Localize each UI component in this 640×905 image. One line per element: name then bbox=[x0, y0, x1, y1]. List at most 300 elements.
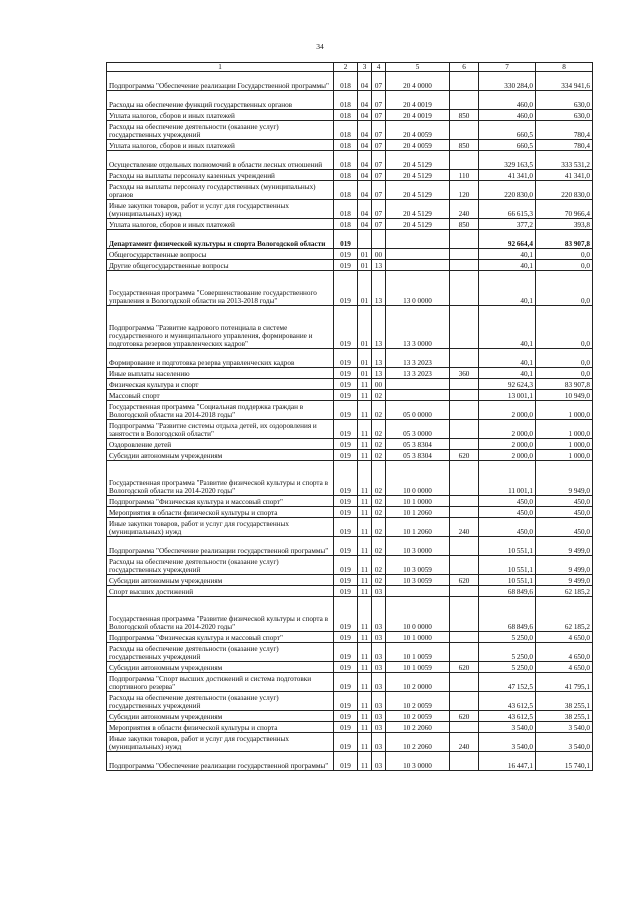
row-csr: 10 1 2060 bbox=[386, 507, 450, 518]
row-pr: 07 bbox=[372, 91, 386, 110]
row-ved: 018 bbox=[334, 91, 358, 110]
row-pr: 13 bbox=[372, 349, 386, 368]
table-row bbox=[107, 306, 593, 349]
row-ved: 019 bbox=[334, 643, 358, 662]
row-vr: 240 bbox=[450, 518, 479, 537]
row-rz: 11 bbox=[358, 401, 372, 420]
row-vr bbox=[450, 420, 479, 439]
row-rz: 04 bbox=[358, 219, 372, 230]
table-row bbox=[107, 518, 593, 537]
row-pr: 03 bbox=[372, 692, 386, 711]
row-pr: 07 bbox=[372, 219, 386, 230]
row-rz: 01 bbox=[358, 249, 372, 260]
row-ved: 019 bbox=[334, 662, 358, 673]
row-vr bbox=[450, 643, 479, 662]
row-name: Подпрограмма "Развитие кадрового потенциала в системе государственного и муниципального управления, формирование и подготовка резервов управленческих кадров" bbox=[107, 306, 334, 349]
row-ved: 019 bbox=[334, 711, 358, 722]
row-year2: 333 531,2 bbox=[536, 151, 593, 170]
row-csr: 10 2 0000 bbox=[386, 673, 450, 692]
row-vr: 850 bbox=[450, 110, 479, 121]
row-vr: 120 bbox=[450, 181, 479, 200]
row-year1: 377,2 bbox=[479, 219, 536, 230]
row-csr: 20 4 0019 bbox=[386, 110, 450, 121]
row-year1: 13 001,1 bbox=[479, 390, 536, 401]
row-csr: 13 3 2023 bbox=[386, 349, 450, 368]
row-csr: 10 2 0059 bbox=[386, 692, 450, 711]
row-name: Государственная программа "Развитие физической культуры и спорта в Вологодской области на 2014-2020 годы" bbox=[107, 461, 334, 496]
col-header-vr: 6 bbox=[450, 63, 479, 72]
row-vr: 240 bbox=[450, 200, 479, 219]
row-name: Осуществление отдельных полномочий в области лесных отношений bbox=[107, 151, 334, 170]
table-row bbox=[107, 537, 593, 556]
row-year1: 330 284,0 bbox=[479, 72, 536, 91]
col-header-rz: 3 bbox=[358, 63, 372, 72]
row-year1: 460,0 bbox=[479, 91, 536, 110]
table-row bbox=[107, 556, 593, 575]
row-vr bbox=[450, 586, 479, 597]
row-csr bbox=[386, 230, 450, 249]
row-csr bbox=[386, 390, 450, 401]
row-ved: 019 bbox=[334, 496, 358, 507]
row-year2: 41 795,1 bbox=[536, 673, 593, 692]
row-vr bbox=[450, 249, 479, 260]
row-ved: 019 bbox=[334, 586, 358, 597]
row-year2: 780,4 bbox=[536, 140, 593, 151]
row-rz: 04 bbox=[358, 151, 372, 170]
table-row bbox=[107, 121, 593, 140]
row-name: Подпрограмма "Обеспечение реализации Государственной программы" bbox=[107, 72, 334, 91]
row-year1: 2 000,0 bbox=[479, 420, 536, 439]
row-year2: 10 949,0 bbox=[536, 390, 593, 401]
row-vr bbox=[450, 692, 479, 711]
row-year1: 2 000,0 bbox=[479, 401, 536, 420]
row-pr: 13 bbox=[372, 260, 386, 271]
row-rz: 11 bbox=[358, 673, 372, 692]
row-year2: 0,0 bbox=[536, 249, 593, 260]
row-year1: 10 551,1 bbox=[479, 575, 536, 586]
row-year1: 40,1 bbox=[479, 249, 536, 260]
row-pr: 07 bbox=[372, 200, 386, 219]
row-vr bbox=[450, 461, 479, 496]
row-csr: 10 3 0000 bbox=[386, 752, 450, 771]
row-csr: 10 1 0059 bbox=[386, 662, 450, 673]
row-year1: 450,0 bbox=[479, 518, 536, 537]
row-pr: 13 bbox=[372, 271, 386, 306]
row-rz: 11 bbox=[358, 556, 372, 575]
row-name: Подпрограмма "Спорт высших достижений и система подготовки спортивного резерва" bbox=[107, 673, 334, 692]
row-year1: 329 163,5 bbox=[479, 151, 536, 170]
table-row bbox=[107, 200, 593, 219]
row-name: Общегосударственные вопросы bbox=[107, 249, 334, 260]
page-number: 34 bbox=[316, 42, 324, 51]
row-csr: 20 4 0019 bbox=[386, 91, 450, 110]
row-csr: 13 3 2023 bbox=[386, 368, 450, 379]
row-ved: 019 bbox=[334, 692, 358, 711]
row-rz: 11 bbox=[358, 518, 372, 537]
row-year2: 41 341,0 bbox=[536, 170, 593, 181]
row-year1: 2 000,0 bbox=[479, 450, 536, 461]
row-pr: 00 bbox=[372, 379, 386, 390]
row-year2: 334 941,6 bbox=[536, 72, 593, 91]
row-vr bbox=[450, 91, 479, 110]
row-vr bbox=[450, 496, 479, 507]
row-rz: 11 bbox=[358, 439, 372, 450]
row-year2: 450,0 bbox=[536, 496, 593, 507]
row-year2: 1 000,0 bbox=[536, 420, 593, 439]
row-csr: 10 1 0000 bbox=[386, 632, 450, 643]
row-rz: 11 bbox=[358, 379, 372, 390]
row-name: Другие общегосударственные вопросы bbox=[107, 260, 334, 271]
row-name: Государственная программа "Социальная поддержка граждан в Вологодской области на 2014-2018 годы" bbox=[107, 401, 334, 420]
row-year2: 0,0 bbox=[536, 368, 593, 379]
row-year1: 40,1 bbox=[479, 349, 536, 368]
row-name: Формирование и подготовка резерва управленческих кадров bbox=[107, 349, 334, 368]
row-name: Уплата налогов, сборов и иных платежей bbox=[107, 140, 334, 151]
row-rz: 11 bbox=[358, 597, 372, 632]
row-year2: 9 499,0 bbox=[536, 537, 593, 556]
row-name: Мероприятия в области физической культуры и спорта bbox=[107, 507, 334, 518]
table-row bbox=[107, 219, 593, 230]
row-csr: 20 4 0059 bbox=[386, 140, 450, 151]
row-name: Спорт высших достижений bbox=[107, 586, 334, 597]
table-row bbox=[107, 586, 593, 597]
table-row bbox=[107, 662, 593, 673]
row-rz: 11 bbox=[358, 722, 372, 733]
row-ved: 019 bbox=[334, 556, 358, 575]
row-vr: 620 bbox=[450, 450, 479, 461]
row-pr: 07 bbox=[372, 170, 386, 181]
table-row bbox=[107, 575, 593, 586]
row-year1: 43 612,5 bbox=[479, 692, 536, 711]
row-ved: 018 bbox=[334, 72, 358, 91]
row-ved: 019 bbox=[334, 249, 358, 260]
row-csr: 05 3 0000 bbox=[386, 420, 450, 439]
table-row bbox=[107, 349, 593, 368]
row-rz: 04 bbox=[358, 140, 372, 151]
row-name: Оздоровление детей bbox=[107, 439, 334, 450]
row-year2: 780,4 bbox=[536, 121, 593, 140]
row-rz: 11 bbox=[358, 643, 372, 662]
row-rz: 11 bbox=[358, 662, 372, 673]
row-name: Расходы на обеспечение деятельности (оказание услуг) государственных учреждений bbox=[107, 643, 334, 662]
row-pr: 02 bbox=[372, 401, 386, 420]
row-csr: 20 4 5129 bbox=[386, 170, 450, 181]
row-year2: 1 000,0 bbox=[536, 450, 593, 461]
row-ved: 019 bbox=[334, 632, 358, 643]
row-year1: 66 615,3 bbox=[479, 200, 536, 219]
row-year2: 38 255,1 bbox=[536, 711, 593, 722]
row-name: Расходы на обеспечение деятельности (оказание услуг) государственных учреждений bbox=[107, 121, 334, 140]
row-vr: 620 bbox=[450, 575, 479, 586]
row-name: Подпрограмма "Обеспечение реализации государственной программы" bbox=[107, 752, 334, 771]
row-year1: 68 849,6 bbox=[479, 586, 536, 597]
table-row bbox=[107, 401, 593, 420]
row-rz: 11 bbox=[358, 575, 372, 586]
row-csr: 20 4 0059 bbox=[386, 121, 450, 140]
row-pr: 03 bbox=[372, 752, 386, 771]
row-vr bbox=[450, 401, 479, 420]
row-pr: 02 bbox=[372, 439, 386, 450]
row-ved: 018 bbox=[334, 121, 358, 140]
row-year2: 1 000,0 bbox=[536, 439, 593, 450]
row-ved: 019 bbox=[334, 722, 358, 733]
row-ved: 019 bbox=[334, 439, 358, 450]
row-year2: 0,0 bbox=[536, 260, 593, 271]
row-ved: 018 bbox=[334, 151, 358, 170]
row-pr: 07 bbox=[372, 110, 386, 121]
row-csr: 13 0 0000 bbox=[386, 271, 450, 306]
row-ved: 019 bbox=[334, 673, 358, 692]
row-pr: 13 bbox=[372, 368, 386, 379]
row-ved: 019 bbox=[334, 461, 358, 496]
row-csr: 05 3 8304 bbox=[386, 439, 450, 450]
row-year1: 2 000,0 bbox=[479, 439, 536, 450]
row-csr: 05 0 0000 bbox=[386, 401, 450, 420]
row-name: Подпрограмма "Обеспечение реализации государственной программы" bbox=[107, 537, 334, 556]
row-ved: 018 bbox=[334, 219, 358, 230]
row-rz: 04 bbox=[358, 200, 372, 219]
row-pr: 02 bbox=[372, 461, 386, 496]
col-header-pr: 4 bbox=[372, 63, 386, 72]
row-year2: 0,0 bbox=[536, 349, 593, 368]
row-year2: 62 185,2 bbox=[536, 597, 593, 632]
table-body bbox=[107, 72, 593, 771]
row-year1: 92 664,4 bbox=[479, 230, 536, 249]
table-row bbox=[107, 181, 593, 200]
row-vr: 850 bbox=[450, 219, 479, 230]
row-name: Государственная программа "Развитие физической культуры и спорта в Вологодской области на 2014-2020 годы" bbox=[107, 597, 334, 632]
row-year1: 43 612,5 bbox=[479, 711, 536, 722]
row-rz: 04 bbox=[358, 110, 372, 121]
table-row bbox=[107, 673, 593, 692]
row-year2: 83 907,8 bbox=[536, 230, 593, 249]
table-row bbox=[107, 249, 593, 260]
row-year2: 4 650,0 bbox=[536, 662, 593, 673]
row-rz: 04 bbox=[358, 181, 372, 200]
row-csr: 10 2 2060 bbox=[386, 733, 450, 752]
row-name: Расходы на обеспечение функций государственных органов bbox=[107, 91, 334, 110]
row-rz: 11 bbox=[358, 461, 372, 496]
row-pr: 02 bbox=[372, 575, 386, 586]
col-header-year1: 7 bbox=[479, 63, 536, 72]
row-ved: 018 bbox=[334, 181, 358, 200]
row-csr: 20 4 0000 bbox=[386, 72, 450, 91]
row-ved: 019 bbox=[334, 537, 358, 556]
table-row bbox=[107, 752, 593, 771]
row-rz: 11 bbox=[358, 450, 372, 461]
row-year1: 5 250,0 bbox=[479, 632, 536, 643]
table-row bbox=[107, 733, 593, 752]
row-year1: 450,0 bbox=[479, 507, 536, 518]
row-rz bbox=[358, 230, 372, 249]
table-row bbox=[107, 692, 593, 711]
table-row bbox=[107, 140, 593, 151]
row-name: Субсидии автономным учреждениям bbox=[107, 711, 334, 722]
row-rz: 11 bbox=[358, 537, 372, 556]
row-pr: 02 bbox=[372, 420, 386, 439]
col-header-csr: 5 bbox=[386, 63, 450, 72]
row-csr: 20 4 5129 bbox=[386, 219, 450, 230]
row-rz: 11 bbox=[358, 496, 372, 507]
row-pr: 13 bbox=[372, 306, 386, 349]
row-name: Массовый спорт bbox=[107, 390, 334, 401]
row-ved: 019 bbox=[334, 507, 358, 518]
row-name: Подпрограмма "Физическая культура и массовый спорт" bbox=[107, 496, 334, 507]
row-year1: 10 551,1 bbox=[479, 537, 536, 556]
table-row bbox=[107, 496, 593, 507]
table-row bbox=[107, 110, 593, 121]
row-year1: 47 152,5 bbox=[479, 673, 536, 692]
row-pr: 03 bbox=[372, 643, 386, 662]
row-name: Уплата налогов, сборов и иных платежей bbox=[107, 219, 334, 230]
row-pr: 02 bbox=[372, 450, 386, 461]
table-row bbox=[107, 151, 593, 170]
row-name: Иные закупки товаров, работ и услуг для государственных (муниципальных) нужд bbox=[107, 200, 334, 219]
row-pr: 07 bbox=[372, 140, 386, 151]
row-year1: 3 540,0 bbox=[479, 733, 536, 752]
row-vr bbox=[450, 537, 479, 556]
row-name: Подпрограмма "Развитие системы отдыха детей, их оздоровления и занятости в Вологодской области" bbox=[107, 420, 334, 439]
row-pr: 00 bbox=[372, 249, 386, 260]
row-rz: 11 bbox=[358, 507, 372, 518]
row-ved: 019 bbox=[334, 390, 358, 401]
table-row bbox=[107, 91, 593, 110]
row-year1: 660,5 bbox=[479, 121, 536, 140]
row-rz: 01 bbox=[358, 260, 372, 271]
row-name: Расходы на выплаты персоналу государственных (муниципальных) органов bbox=[107, 181, 334, 200]
row-year2: 630,0 bbox=[536, 110, 593, 121]
row-name: Расходы на обеспечение деятельности (оказание услуг) государственных учреждений bbox=[107, 692, 334, 711]
row-year2: 4 650,0 bbox=[536, 643, 593, 662]
row-name: Расходы на выплаты персоналу казенных учреждений bbox=[107, 170, 334, 181]
row-rz: 04 bbox=[358, 91, 372, 110]
row-ved: 019 bbox=[334, 733, 358, 752]
row-pr: 03 bbox=[372, 662, 386, 673]
row-year2: 9 499,0 bbox=[536, 575, 593, 586]
row-rz: 11 bbox=[358, 733, 372, 752]
row-vr bbox=[450, 151, 479, 170]
row-pr: 02 bbox=[372, 496, 386, 507]
row-ved: 019 bbox=[334, 368, 358, 379]
table-row bbox=[107, 260, 593, 271]
row-year2: 630,0 bbox=[536, 91, 593, 110]
table-row bbox=[107, 597, 593, 632]
row-vr bbox=[450, 439, 479, 450]
row-pr: 03 bbox=[372, 586, 386, 597]
row-rz: 11 bbox=[358, 420, 372, 439]
row-pr: 07 bbox=[372, 72, 386, 91]
table-row bbox=[107, 170, 593, 181]
row-ved: 018 bbox=[334, 200, 358, 219]
budget-table bbox=[106, 62, 593, 771]
row-year1: 5 250,0 bbox=[479, 643, 536, 662]
row-name: Субсидии автономным учреждениям bbox=[107, 450, 334, 461]
row-name: Иные выплаты населению bbox=[107, 368, 334, 379]
table-row bbox=[107, 230, 593, 249]
row-year2: 3 540,0 bbox=[536, 722, 593, 733]
row-year2: 0,0 bbox=[536, 271, 593, 306]
row-ved: 019 bbox=[334, 450, 358, 461]
row-name: Уплата налогов, сборов и иных платежей bbox=[107, 110, 334, 121]
header-row bbox=[107, 63, 593, 72]
row-csr: 10 1 2060 bbox=[386, 518, 450, 537]
row-ved: 019 bbox=[334, 230, 358, 249]
row-year2: 1 000,0 bbox=[536, 401, 593, 420]
row-rz: 01 bbox=[358, 349, 372, 368]
row-year1: 40,1 bbox=[479, 306, 536, 349]
row-vr bbox=[450, 379, 479, 390]
row-csr bbox=[386, 379, 450, 390]
col-header-name: 1 bbox=[107, 63, 334, 72]
row-year2: 15 740,1 bbox=[536, 752, 593, 771]
row-ved: 019 bbox=[334, 349, 358, 368]
row-rz: 11 bbox=[358, 390, 372, 401]
row-ved: 019 bbox=[334, 752, 358, 771]
row-name: Иные закупки товаров, работ и услуг для государственных (муниципальных) нужд bbox=[107, 518, 334, 537]
row-vr bbox=[450, 72, 479, 91]
row-ved: 019 bbox=[334, 401, 358, 420]
table-row bbox=[107, 420, 593, 439]
row-ved: 019 bbox=[334, 271, 358, 306]
table-row bbox=[107, 711, 593, 722]
row-csr bbox=[386, 586, 450, 597]
row-year1: 460,0 bbox=[479, 110, 536, 121]
row-year2: 70 966,4 bbox=[536, 200, 593, 219]
row-csr: 10 1 0000 bbox=[386, 496, 450, 507]
row-ved: 019 bbox=[334, 420, 358, 439]
row-rz: 04 bbox=[358, 121, 372, 140]
table-row bbox=[107, 379, 593, 390]
row-vr: 110 bbox=[450, 170, 479, 181]
row-vr bbox=[450, 556, 479, 575]
row-csr: 10 2 0059 bbox=[386, 711, 450, 722]
row-pr bbox=[372, 230, 386, 249]
row-csr: 10 0 0000 bbox=[386, 597, 450, 632]
row-pr: 02 bbox=[372, 390, 386, 401]
row-year1: 40,1 bbox=[479, 271, 536, 306]
row-ved: 019 bbox=[334, 518, 358, 537]
row-rz: 11 bbox=[358, 632, 372, 643]
row-year1: 10 551,1 bbox=[479, 556, 536, 575]
row-year2: 220 830,0 bbox=[536, 181, 593, 200]
table-row bbox=[107, 439, 593, 450]
row-csr: 10 0 0000 bbox=[386, 461, 450, 496]
row-pr: 02 bbox=[372, 507, 386, 518]
row-csr bbox=[386, 249, 450, 260]
row-csr: 10 3 0059 bbox=[386, 556, 450, 575]
row-csr bbox=[386, 260, 450, 271]
row-ved: 019 bbox=[334, 379, 358, 390]
row-vr bbox=[450, 597, 479, 632]
table-row bbox=[107, 450, 593, 461]
row-rz: 11 bbox=[358, 711, 372, 722]
row-rz: 11 bbox=[358, 752, 372, 771]
table-row bbox=[107, 461, 593, 496]
row-vr: 240 bbox=[450, 733, 479, 752]
row-csr: 10 3 0000 bbox=[386, 537, 450, 556]
row-year1: 11 001,1 bbox=[479, 461, 536, 496]
row-vr bbox=[450, 271, 479, 306]
row-year2: 4 650,0 bbox=[536, 632, 593, 643]
row-name: Департамент физической культуры и спорта Вологодской области bbox=[107, 230, 334, 249]
row-pr: 07 bbox=[372, 181, 386, 200]
row-pr: 03 bbox=[372, 722, 386, 733]
row-vr bbox=[450, 349, 479, 368]
row-year1: 40,1 bbox=[479, 368, 536, 379]
row-csr: 10 2 2060 bbox=[386, 722, 450, 733]
row-csr: 20 4 5129 bbox=[386, 181, 450, 200]
row-year2: 83 907,8 bbox=[536, 379, 593, 390]
